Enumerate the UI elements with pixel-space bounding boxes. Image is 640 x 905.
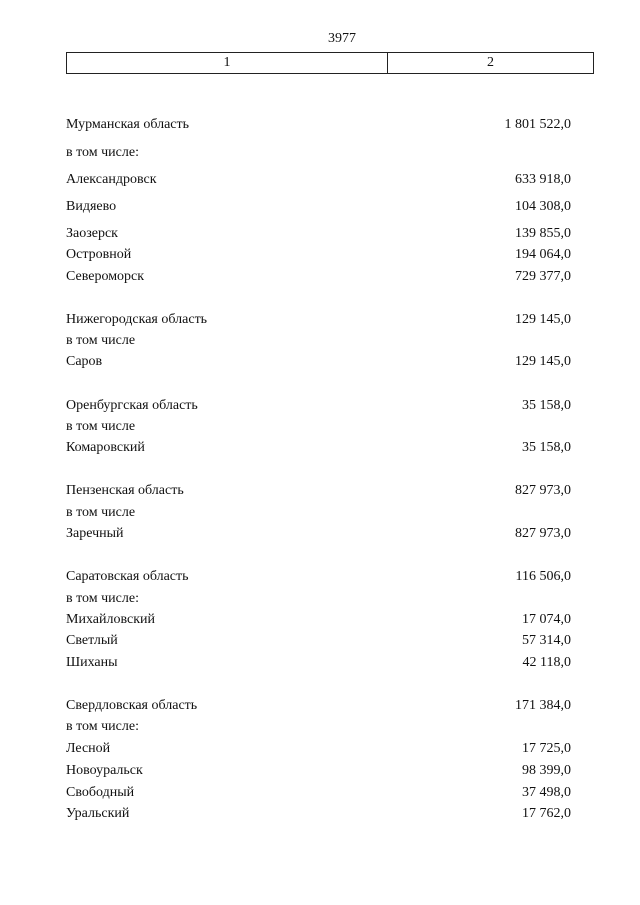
table-row: [66, 632, 571, 650]
row-label: Заречный: [66, 526, 124, 541]
row-label: Видяево: [66, 199, 117, 214]
table-header: [66, 52, 594, 74]
table-row: [66, 805, 571, 823]
row-label: Свердловская область: [66, 698, 198, 713]
row-value: 633 918,0: [515, 172, 571, 187]
table-row: [66, 718, 571, 736]
row-value: 104 308,0: [515, 199, 571, 214]
table-row: [66, 762, 571, 780]
row-value: 42 118,0: [522, 655, 571, 670]
row-label: Мурманская область: [66, 117, 190, 132]
table-row: [66, 116, 571, 134]
row-label: в том числе:: [66, 145, 139, 160]
table-row: [66, 697, 571, 715]
table-row: [66, 198, 571, 216]
row-value: 129 145,0: [515, 312, 571, 327]
row-label: Уральский: [66, 806, 130, 821]
table-row: [66, 482, 571, 500]
row-value: 729 377,0: [515, 269, 571, 284]
table-row: [66, 504, 571, 522]
table-row: [66, 311, 571, 329]
row-label: Комаровский: [66, 440, 145, 455]
row-label: в том числе: [66, 419, 136, 434]
row-label: Североморск: [66, 269, 145, 284]
column-header-1: 1: [67, 53, 388, 73]
row-label: в том числе:: [66, 719, 139, 734]
table-row: [66, 268, 571, 286]
row-label: Заозерск: [66, 226, 118, 241]
table-row: [66, 525, 571, 543]
row-label: Лесной: [66, 741, 111, 756]
row-label: Саратовская область: [66, 569, 189, 584]
table-row: [66, 397, 571, 415]
row-value: 98 399,0: [522, 763, 571, 778]
row-value: 37 498,0: [522, 785, 571, 800]
row-value: 194 064,0: [515, 247, 571, 262]
row-label: Михайловский: [66, 612, 155, 627]
row-value: 171 384,0: [515, 698, 571, 713]
table-row: [66, 590, 571, 608]
table-row: [66, 740, 571, 758]
row-label: Александровск: [66, 172, 157, 187]
row-value: 35 158,0: [522, 398, 571, 413]
page-number: 3977: [328, 31, 356, 46]
row-value: 17 074,0: [522, 612, 571, 627]
table-row: [66, 246, 571, 264]
table-row: [66, 611, 571, 629]
row-value: 1 801 522,0: [504, 117, 571, 132]
table-row: [66, 171, 571, 189]
row-label: Нижегородская область: [66, 312, 208, 327]
row-label: Пензенская область: [66, 483, 184, 498]
row-value: 35 158,0: [522, 440, 571, 455]
table-row: [66, 225, 571, 243]
row-label: Оренбургская область: [66, 398, 198, 413]
row-value: 129 145,0: [515, 354, 571, 369]
row-label: в том числе:: [66, 591, 139, 606]
table-row: [66, 654, 571, 672]
column-header-2: 2: [487, 55, 494, 70]
table-row: [66, 353, 571, 371]
row-label: Шиханы: [66, 655, 118, 670]
table-row: [66, 568, 571, 586]
row-label: в том числе: [66, 333, 136, 348]
row-label: в том числе: [66, 505, 136, 520]
table-row: [66, 439, 571, 457]
row-label: Свободный: [66, 785, 135, 800]
row-value: 17 725,0: [522, 741, 571, 756]
row-value: 116 506,0: [515, 569, 571, 584]
row-label: Светлый: [66, 633, 118, 648]
row-label: Островной: [66, 247, 132, 262]
table-row: [66, 418, 571, 436]
table-row: [66, 144, 571, 162]
row-value: 17 762,0: [522, 806, 571, 821]
row-label: Саров: [66, 354, 103, 369]
row-value: 57 314,0: [522, 633, 571, 648]
table-row: [66, 784, 571, 802]
row-value: 827 973,0: [515, 483, 571, 498]
table-row: [66, 332, 571, 350]
row-value: 827 973,0: [515, 526, 571, 541]
row-value: 139 855,0: [515, 226, 571, 241]
row-label: Новоуральск: [66, 763, 143, 778]
